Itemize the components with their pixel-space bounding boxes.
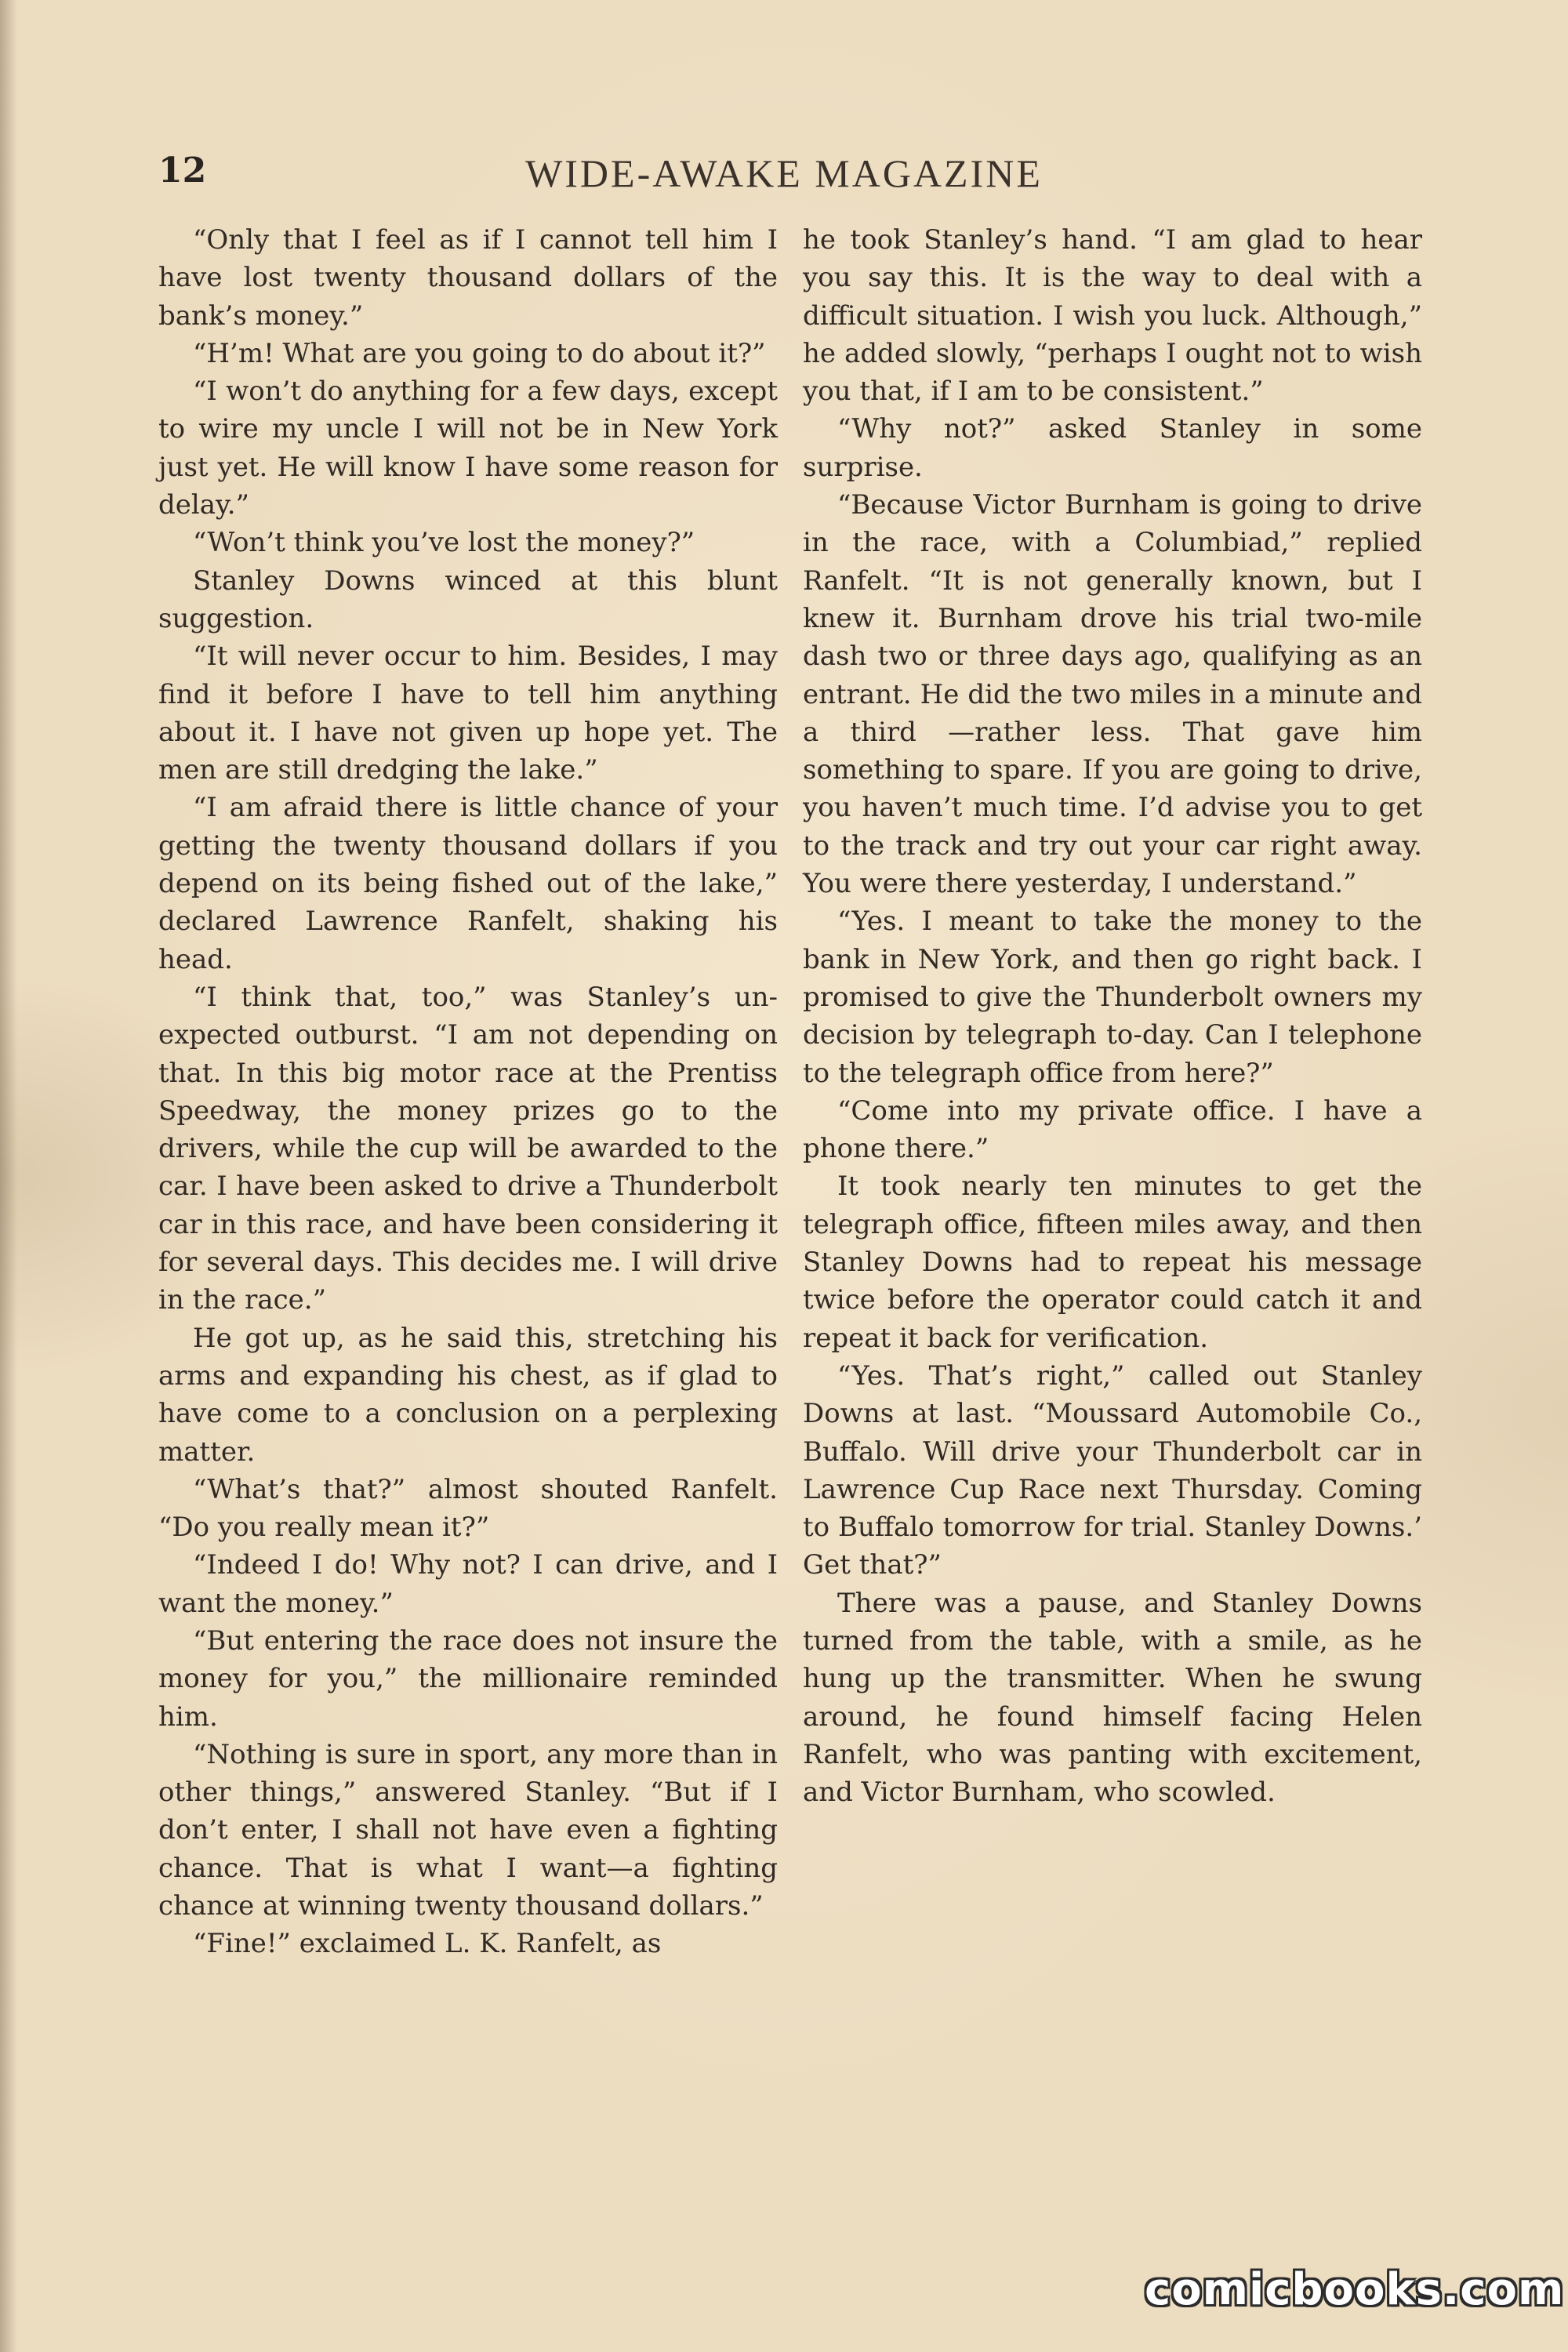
watermark: comicbooks.com — [1145, 2264, 1565, 2315]
page-edge-shadow — [0, 0, 17, 2352]
paragraph: “What’s that?” almost shouted Ranfelt. “Do you really mean it?” — [158, 1473, 778, 1544]
paragraph: He got up, as he said this, stretching his arms and expanding his chest, as if glad to have come to a conclusion on a perplexing matter. — [158, 1322, 778, 1468]
paragraph: “Yes. I meant to take the money to the bank in New York, and then go right back. I promised to give the Thunderbolt owners my decision by telegraph to-day. Can I telephone to the telegraph office from here?” — [803, 906, 1422, 1089]
paragraph: “It will never occur to him. Besides, I may find it before I have to tell him anything about it. I have not given up hope yet. The men are still dredging the lake.” — [158, 641, 778, 786]
paragraph: “Indeed I do! Why not? I can drive, and I want the money.” — [158, 1549, 778, 1619]
paragraph: “Nothing is sure in sport, any more than in other things,” answered Stanley. “But if I don’t enter, I shall not have even a fighting chance. That is what I want—a fighting chance at winning twenty thousand dollars.” — [158, 1738, 778, 1922]
paragraph: “Fine!” exclaimed L. K. Ranfelt, as — [193, 1928, 662, 1960]
paragraph: “I won’t do anything for a few days, except to wire my uncle I will not be in New York just yet. He will know I have some reason for delay.” — [158, 376, 778, 521]
paragraph: “Come into my private office. I have a phone there.” — [803, 1094, 1422, 1165]
paragraph: Stanley Downs winced at this blunt suggestion. — [158, 564, 778, 634]
paragraph: “Why not?” asked Stanley in some surprise. — [803, 413, 1422, 483]
paragraph: It took nearly ten minutes to get the telegraph office, fifteen miles away, and then Stanley Downs had to repeat his message twice before the operator could catch it and repeat it back for verification. — [803, 1171, 1422, 1354]
page-header — [0, 147, 1568, 202]
right-column — [803, 221, 1422, 2103]
left-column — [158, 221, 778, 2103]
running-title: WIDE-AWAKE MAGAZINE — [525, 151, 1043, 195]
paragraph: “Won’t think you’ve lost the money?” — [193, 527, 695, 559]
paragraph: “I am afraid there is little chance of your getting the twenty thousand dollars if you depend on its being fished out of the lake,” declared Lawrence Ranfelt, shaking his head. — [158, 792, 778, 975]
paragraph: “But entering the race does not insure the money for you,” the millionaire reminded him. — [158, 1624, 778, 1733]
paragraph: “I think that, too,” was Stanley’s unexpected outburst. “I am not depending on that. In this big motor race at the Prentiss Speedway, the money prizes go to the drivers, while the cup will be awarded to the car. I have been asked to drive a Thunderbolt car in this race, and have been considering it for several days. This decides me. I will drive in the race.” — [158, 981, 778, 1316]
continued-paragraph: he took Stanley’s hand. “I am glad to hear you say this. It is the way to deal with a difficult situation. I wish you luck. Although,” he added slowly, “perhaps I ought not to wish you that, if I am to be consistent.” — [803, 224, 1422, 408]
paragraph: “Because Victor Burnham is going to drive in the race, with a Columbiad,” replied Ranfelt. “It is not generally known, but I knew it. Burnham drove his trial two-mile dash two or three days ago, qualifying as an entrant. He did the two miles in a minute and a third —rather less. That gave him something to spare. If you are going to drive, you haven’t much time. I’d advise you to get to the track and try out your car right away. You were there yesterday, I understand.” — [803, 489, 1422, 900]
paragraph: “Only that I feel as if I cannot tell him I have lost twenty thousand dollars of the bank’s money.” — [158, 224, 778, 332]
page-number: 12 — [158, 151, 207, 191]
paragraph: “Yes. That’s right,” called out Stanley Downs at last. “Moussard Automobile Co., Buffalo. Will drive your Thunderbolt car in Lawrence Cup Race next Thursday. Coming to Buffalo tomorrow for trial. Stanley Downs.’ Get that?” — [803, 1359, 1422, 1581]
paragraph: “H’m! What are you going to do about it?” — [193, 337, 766, 369]
paragraph: There was a pause, and Stanley Downs turned from the table, with a smile, as he hung up the transmitter. When he swung around, he found himself facing Helen Ranfelt, who was panting with excitement, and Victor Burnham, who scowled. — [803, 1587, 1422, 1809]
